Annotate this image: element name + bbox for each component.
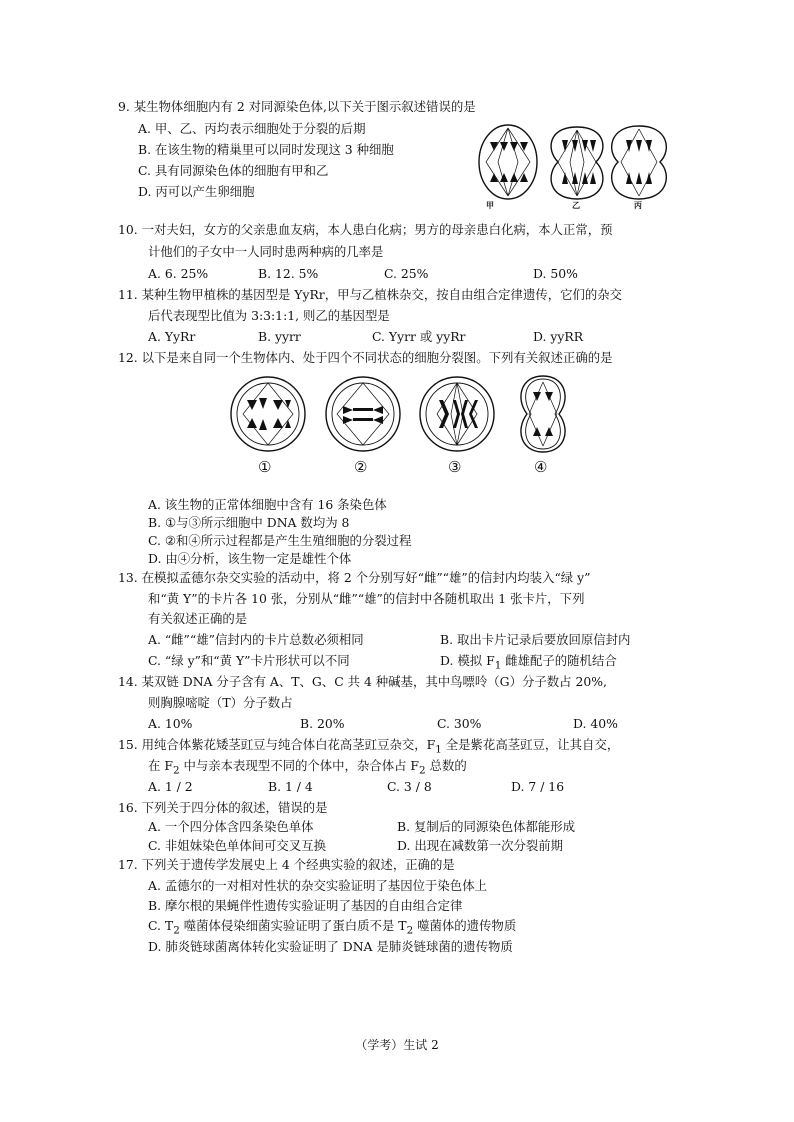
q14-option-b: B. 20% [300,716,345,731]
q12-option-d: D. 由④分析，该生物一定是雄性个体 [148,551,352,566]
q11-line2: 后代表现型比值为 3:3:1:1, 则乙的基因型是 [148,308,390,323]
q14-line1: 14. 某双链 DNA 分子含有 A、T、G、C 共 4 种碱基，其中鸟嘌呤（G）分子数占 20%, [118,674,607,689]
q13-option-c: C. “绿 y”和“黄 Y”卡片形状可以不同 [148,653,350,668]
q12-cell-figure [225,370,575,476]
q15-option-b: B. 1 / 4 [268,779,313,794]
q9-cell-figure [476,122,676,212]
q13-line1: 13. 在模拟孟德尔杂交实验的活动中，将 2 个分别写好“雌”“雄”的信封内均装入“绿 y” [118,570,591,585]
q9-label-yi: 乙 [572,200,580,210]
q15-option-d: D. 7 / 16 [511,779,565,794]
q9-option-c: C. 具有同源染色体的细胞有甲和乙 [138,163,329,178]
q16-option-a: A. 一个四分体含四条染色单体 [148,819,314,834]
q14-option-c: C. 30% [437,716,482,731]
q13-line3: 有关叙述正确的是 [148,611,248,626]
q10-line1: 10. 一对夫妇，女方的父亲患血友病，本人患白化病；男方的母亲患白化病，本人正常，预 [118,222,613,237]
page-footer: （学考）生试 2 [355,1038,439,1052]
q12-stem: 12. 以下是来自同一个生物体内、处于四个不同状态的细胞分裂图。下列有关叙述正确的是 [118,350,613,365]
q17-option-b: B. 摩尔根的果蝇伴性遗传实验证明了基因的自由组合定律 [148,898,463,913]
q16-option-b: B. 复制后的同源染色体都能形成 [397,819,576,834]
q11-option-d: D. yyRR [533,329,584,344]
q13-line2: 和“黄 Y”的卡片各 10 张，分别从“雌”“雄”的信封中各随机取出 1 张卡片，下列 [148,591,585,606]
q14-option-d: D. 40% [573,716,618,731]
q17-option-c: C. $T_2$ 噬菌体侵染细菌实验证明了蛋白质不是 $T_2$ 噬菌体的遗传物质 [148,918,517,937]
q12-label-4: ④ [534,458,548,476]
q9-stem: 9. 某生物体细胞内有 2 对同源染色体,以下关于图示叙述错误的是 [118,99,476,114]
q16-option-d: D. 出现在减数第一次分裂前期 [397,838,564,853]
q17-option-d: D. 肺炎链球菌离体转化实验证明了 DNA 是肺炎链球菌的遗传物质 [148,939,513,954]
q12-label-3: ③ [448,458,462,476]
q10-option-d: D. 50% [533,266,578,281]
q9-option-b: B. 在该生物的精巢里可以同时发现这 3 种细胞 [138,142,394,157]
q17-stem: 17. 下列关于遗传学发展史上 4 个经典实验的叙述，正确的是 [118,857,455,872]
q10-option-a: A. 6. 25% [148,266,209,281]
q13-option-a: A. “雌”“雄”信封内的卡片总数必须相同 [148,632,364,647]
q16-option-c: C. 非姐妹染色单体间可交叉互换 [148,838,326,853]
q12-option-b: B. ①与③所示细胞中 DNA 数均为 8 [148,515,350,530]
q9-label-jia: 甲 [486,200,494,210]
q9-option-d: D. 丙可以产生卵细胞 [138,184,255,199]
q9-label-bing: 丙 [634,200,642,210]
q9-option-a: A. 甲、乙、丙均表示细胞处于分裂的后期 [138,121,366,136]
q15-option-c: C. 3 / 8 [387,779,432,794]
q12-label-1: ① [258,458,272,476]
q10-option-c: C. 25% [384,266,429,281]
q15-option-a: A. 1 / 2 [148,779,193,794]
q13-option-d: D. 模拟 $F_1$ 雌雄配子的随机结合 [440,653,617,672]
q14-option-a: A. 10% [148,716,193,731]
q12-label-2: ② [354,458,368,476]
q14-line2: 则胸腺嘧啶（T）分子数占 [148,695,293,710]
q15-line2: 在 $F_2$ 中与亲本表现型不同的个体中，杂合体占 $F_2$ 总数的 [148,758,467,777]
q13-option-b: B. 取出卡片记录后要放回原信封内 [440,632,631,647]
q11-line1: 11. 某种生物甲植株的基因型是 YyRr，甲与乙植株杂交，按自由组合定律遗传，它们的杂交 [118,287,623,302]
q17-option-a: A. 孟德尔的一对相对性状的杂交实验证明了基因位于染色体上 [148,878,487,893]
q11-option-a: A. YyRr [148,329,196,344]
q11-option-c: C. Yyrr 或 yyRr [372,329,466,344]
q12-option-a: A. 该生物的正常体细胞中含有 16 条染色体 [148,497,387,512]
q11-option-b: B. yyrr [258,329,301,344]
q15-line1: 15. 用纯合体紫花矮茎豇豆与纯合体白花高茎豇豆杂交，$F_1$ 全是紫花高茎豇豆，让其自交， [118,737,620,756]
q12-option-c: C. ②和④所示过程都是产生生殖细胞的分裂过程 [148,533,412,548]
q10-line2: 计他们的子女中一人同时患两种病的几率是 [148,244,384,259]
q10-option-b: B. 12. 5% [258,266,319,281]
q16-stem: 16. 下列关于四分体的叙述，错误的是 [118,800,328,815]
